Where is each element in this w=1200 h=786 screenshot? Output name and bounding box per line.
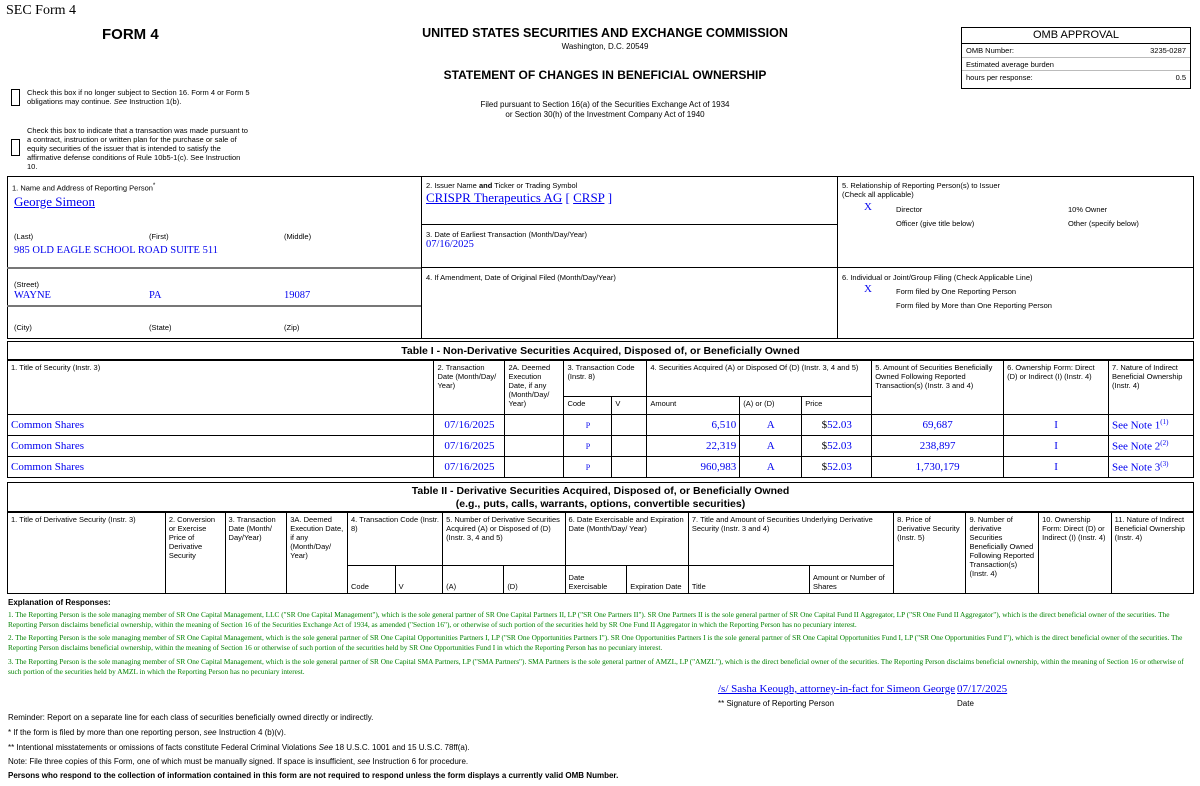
t1-sub-v: V: [612, 397, 647, 415]
row-deemed: [505, 457, 564, 478]
t2-h-conversion: 2. Conversion or Exercise Price of Derivative Security: [165, 513, 225, 594]
row-price: [802, 415, 872, 436]
row-amount: 6,510: [647, 415, 740, 436]
t2-h-code: 4. Transaction Code (Instr. 8): [348, 513, 443, 566]
omb-hours: 0.5: [1175, 73, 1186, 82]
top-label: SEC Form 4: [6, 3, 77, 18]
t2-h-underlying: 7. Title and Amount of Securities Underlying Derivative Security (Instr. 3 and 4): [688, 513, 893, 566]
first-label: (First): [149, 232, 169, 241]
t2-h-price: 8. Price of Derivative Security (Instr. 5): [894, 513, 966, 594]
box2-label-a: 2. Issuer Name: [426, 181, 477, 190]
row-owned: 69,687: [872, 415, 1004, 436]
rule10b5-line-3: equity securities of the issuer that is intended to satisfy the: [27, 144, 221, 153]
agency-city: Washington, D.C. 20549: [561, 42, 649, 51]
more-persons-label: Form filed by More than One Reporting Person: [896, 301, 1052, 310]
t1-h-amount-owned: 5. Amount of Securities Beneficially Owned Following Reported Transaction(s) (Instr. 3 and 4): [872, 361, 1004, 415]
row-date: 07/16/2025: [434, 457, 505, 478]
t2-h-exercisable: 6. Date Exercisable and Expiration Date (Month/Day/ Year): [565, 513, 688, 566]
box2-label-b: Ticker or Trading Symbol: [494, 181, 578, 190]
t1-h-ownership-form: 6. Ownership Form: Direct (D) or Indirect (I) (Instr. 4): [1004, 361, 1109, 415]
filed-pursuant: [400, 100, 810, 120]
t1-h-deemed: 2A. Deemed Execution Date, if any (Month/Day/ Year): [505, 361, 564, 415]
row-owned: 238,897: [872, 436, 1004, 457]
table2-title: [7, 482, 1194, 512]
t1-h-nature: 7. Nature of Indirect Beneficial Ownership (Instr. 4): [1108, 361, 1193, 415]
t2-h-owned: 9. Number of derivative Securities Beneficially Owned Following Reported Transaction(s) (Instr. 4): [966, 513, 1039, 594]
t2-h-deemed: 3A. Deemed Execution Date, if any (Month/Day/ Year): [287, 513, 348, 594]
street-label: (Street): [14, 280, 40, 289]
zip-value: 19087: [284, 290, 311, 301]
footer-l2see: see: [203, 728, 217, 737]
box3-label: 3. Date of Earliest Transaction (Month/Day/Year): [426, 230, 588, 239]
footer-l2a: * If the form is filed by more than one reporting person,: [8, 728, 202, 737]
t1-h-title: 1. Title of Security (Instr. 3): [8, 361, 434, 415]
row-nature: [1108, 457, 1193, 478]
note-line: [8, 757, 468, 767]
filed-line-1: Filed pursuant to Section 16(a) of the Securities Exchange Act of 1934: [480, 100, 730, 109]
dollar-sign: $: [821, 461, 828, 473]
director-label: Director: [896, 205, 923, 214]
table2-subtitle: (e.g., puts, calls, warrants, options, convertible securities): [455, 498, 746, 510]
t2-sub-d: (D): [504, 566, 565, 594]
row-owned: 1,730,179: [872, 457, 1004, 478]
t2-h-title: 1. Title of Derivative Security (Instr. 3): [8, 513, 166, 594]
city-label: (City): [14, 323, 32, 332]
nature-text: See Note 2: [1111, 440, 1161, 453]
box5-label: [842, 181, 1000, 199]
row-v: [612, 415, 647, 436]
section16-checkbox[interactable]: [11, 89, 20, 106]
t1-sub-price: Price: [802, 397, 872, 415]
reminder-line: Reminder: Report on a separate line for each class of securities beneficially owned directly or indirectly.: [8, 713, 374, 722]
row-form: I: [1004, 457, 1109, 478]
section16-line-2: obligations may continue.: [27, 97, 112, 106]
t2-h-nature: 11. Nature of Indirect Beneficial Ownership (Instr. 4): [1111, 513, 1193, 594]
omb-number: 3235-0287: [1150, 46, 1186, 55]
row-ad: A: [740, 436, 802, 457]
section16-see: See: [113, 97, 128, 106]
director-mark: X: [864, 201, 872, 213]
omb-burden-label: Estimated average burden: [962, 58, 1190, 71]
box4-label: 4. If Amendment, Date of Original Filed (Month/Day/Year): [426, 273, 616, 282]
row-title: Common Shares: [8, 457, 434, 478]
row-nature: [1108, 436, 1193, 457]
omb-approval-box: [961, 27, 1191, 89]
t1-sub-code: Code: [564, 397, 612, 415]
box1-asterisk: *: [152, 182, 156, 189]
table-row: [8, 457, 1194, 478]
row-code: P: [564, 436, 612, 457]
rule10b5-line-4: affirmative defense conditions of Rule 10b5-1(c). See Instruction: [27, 153, 241, 162]
box1-label: [12, 181, 155, 193]
row-v: [612, 457, 647, 478]
row-amount: 22,319: [647, 436, 740, 457]
footnote-ref[interactable]: (1): [1160, 418, 1169, 427]
footer-l4b: Instruction 6 for procedure.: [372, 757, 469, 766]
row-price: [802, 436, 872, 457]
table2-title-text: Table II - Derivative Securities Acquired, Disposed of, or Beneficially Owned: [411, 485, 790, 497]
state-value: PA: [149, 290, 162, 301]
omb-title: OMB APPROVAL: [962, 28, 1190, 44]
reporting-person-link[interactable]: George Simeon: [14, 194, 95, 209]
dollar-sign: $: [821, 440, 828, 452]
footer-l4see: see: [357, 757, 371, 766]
t2-sub-exercisable: Date Exercisable: [565, 566, 627, 594]
footnote-ref[interactable]: (2): [1160, 439, 1169, 448]
row-code: P: [564, 457, 612, 478]
rule10b5-line-2: a contract, instruction or written plan for the purchase or sale of: [27, 135, 237, 144]
explanation-heading: Explanation of Responses:: [8, 598, 111, 607]
omb-number-row: [962, 44, 1190, 58]
issuer-link[interactable]: CRISPR Therapeutics AG: [426, 190, 563, 205]
middle-label: (Middle): [284, 232, 312, 241]
row-date: 07/16/2025: [434, 436, 505, 457]
section16-instr: Instruction 1(b).: [129, 97, 182, 106]
row-price: [802, 457, 872, 478]
filed-line-2: or Section 30(h) of the Investment Company Act of 1940: [505, 110, 705, 119]
explanation-note-2: 2. The Reporting Person is the sole managing member of SR One Capital Management, which is the sole general partner of SR One Capital Opportunities Partners I, LP ("SR One Opportunities Partners I"). SR One Opportunities Partners I is the sole general partner of SR One Capital Opportunities Fund I, LP ("SR One Opportunities Fund I"), which is the direct beneficial owner of the securities. The Reporting Person disclaims beneficial ownership, within the meaning of Section 16 or otherwise of such portion of the securities held by SR One Opportunities Fund I in which the Reporting Person has no pecuniary interest.: [8, 633, 1183, 652]
table-row: [8, 436, 1194, 457]
box1-label-text: 1. Name and Address of Reporting Person: [12, 183, 153, 193]
footer-l3a: ** Intentional misstatements or omissions of facts constitute Federal Criminal Violations: [8, 743, 317, 752]
row-code: P: [564, 415, 612, 436]
row-deemed: [505, 436, 564, 457]
zip-label: (Zip): [284, 323, 300, 332]
omb-hours-label: hours per response:: [966, 73, 1033, 82]
ten-percent-owner-label: 10% Owner: [1068, 205, 1108, 214]
signature-link[interactable]: /s/ Sasha Keough, attorney-in-fact for Simeon George: [718, 683, 956, 695]
table2: [7, 512, 1194, 594]
box5-sub: (Check all applicable): [842, 190, 914, 199]
footnote-double-asterisk: [8, 743, 470, 753]
rule10b5-checkbox[interactable]: [11, 139, 20, 156]
rule10b5-text: [27, 126, 267, 171]
street-value: 985 OLD EAGLE SCHOOL ROAD SUITE 511: [14, 245, 218, 256]
t2-h-date: 3. Transaction Date (Month/ Day/Year): [225, 513, 287, 594]
footnote-asterisk: [8, 728, 286, 738]
row-amount: 960,983: [647, 457, 740, 478]
t2-h-ownership-form: 10. Ownership Form: Direct (D) or Indirect (I) (Instr. 4): [1039, 513, 1111, 594]
section16-line-1: Check this box if no longer subject to Section 16. Form 4 or Form 5: [27, 88, 250, 97]
t1-h-code: 3. Transaction Code (Instr. 8): [564, 361, 647, 397]
t2-sub-code: Code: [348, 566, 396, 594]
footer-l3b: 18 U.S.C. 1001 and 15 U.S.C. 78ff(a).: [335, 743, 470, 752]
table1-title: Table I - Non-Derivative Securities Acquired, Disposed of, or Beneficially Owned: [7, 341, 1194, 360]
city-value: WAYNE: [14, 290, 51, 301]
table1: [7, 360, 1194, 478]
omb-notice: Persons who respond to the collection of information contained in this form are not required to respond unless the form displays a currently valid OMB Number.: [8, 771, 619, 780]
t2-h-number: 5. Number of Derivative Securities Acquired (A) or Disposed of (D) (Instr. 3, 4 and 5): [443, 513, 565, 566]
rule10b5-line-1: Check this box to indicate that a transaction was made pursuant to: [27, 126, 248, 135]
rule10b5-line-5: 10.: [27, 162, 38, 171]
omb-hours-row: [962, 71, 1190, 84]
earliest-transaction-date: 07/16/2025: [426, 239, 474, 250]
signature-label: ** Signature of Reporting Person: [718, 699, 835, 708]
row-form: I: [1004, 415, 1109, 436]
row-date: 07/16/2025: [434, 415, 505, 436]
t1-h-date: 2. Transaction Date (Month/Day/ Year): [434, 361, 505, 415]
row-nature: [1108, 415, 1193, 436]
state-label: (State): [149, 323, 172, 332]
box2-label-and: and: [478, 181, 493, 190]
t2-sub-expiration: Expiration Date: [627, 566, 689, 594]
t2-sub-v: V: [395, 566, 442, 594]
date-label: Date: [957, 699, 974, 708]
one-person-mark: X: [864, 283, 872, 295]
bracket-close: ]: [607, 190, 613, 205]
footer-l3see: See: [318, 743, 333, 752]
t1-h-securities: 4. Securities Acquired (A) or Disposed Of (D) (Instr. 3, 4 and 5): [647, 361, 872, 397]
nature-text: See Note 3: [1111, 461, 1161, 474]
agency-title: UNITED STATES SECURITIES AND EXCHANGE COMMISSION: [422, 26, 788, 40]
section16-text: [27, 88, 267, 106]
omb-number-label: OMB Number:: [966, 46, 1014, 55]
footer-l4a: Note: File three copies of this Form, one of which must be manually signed. If space is insufficient,: [8, 757, 356, 766]
row-title: Common Shares: [8, 436, 434, 457]
t2-sub-title: Title: [688, 566, 809, 594]
footer-l2b: Instruction 4 (b)(v).: [218, 728, 286, 737]
bracket-open: [: [565, 190, 570, 205]
issuer-line: [426, 190, 612, 206]
price-value: 52.03: [827, 419, 852, 431]
box2-label: [426, 181, 577, 190]
t1-sub-amount: Amount: [647, 397, 740, 415]
signature-date[interactable]: 07/17/2025: [957, 683, 1008, 695]
one-person-label: Form filed by One Reporting Person: [896, 287, 1017, 296]
row-ad: A: [740, 457, 802, 478]
other-label: Other (specify below): [1068, 219, 1139, 228]
dollar-sign: $: [821, 419, 828, 431]
nature-text: See Note 1: [1111, 419, 1161, 432]
footnote-ref[interactable]: (3): [1160, 460, 1169, 469]
explanation-note-3: 3. The Reporting Person is the sole managing member of SR One Capital Management, which is the sole general partner of SR One Capital SMA Partners, LP ("SMA Partners"). SMA Partners is the sole general partner of AMZL, LP ("AMZL"), which is the direct beneficial owner of the securities. The Reporting Person disclaims beneficial ownership, within the meaning of Section 16 or otherwise of such portion of the securities held by AMZL in which the Reporting Person has no pecuniary interest.: [8, 657, 1184, 676]
price-value: 52.03: [827, 440, 852, 452]
ticker-link[interactable]: CRSP: [573, 190, 605, 205]
officer-label: Officer (give title below): [896, 219, 975, 228]
row-form: I: [1004, 436, 1109, 457]
form-title: FORM 4: [102, 26, 159, 43]
box6-label: 6. Individual or Joint/Group Filing (Check Applicable Line): [842, 273, 1033, 282]
row-deemed: [505, 415, 564, 436]
explanation-note-1: 1. The Reporting Person is the sole managing member of SR One Capital Management, LLC ("SR One Capital Management"), which is the sole general partner of SR One Capital Partners II, LP ("SR One Partners II"). SR One Partners II is the sole general partner of SR One Capital Fund II Aggregator, LP ("SR One Fund II Aggregator"), which is the direct beneficial owner of the securities. The Reporting Person disclaims beneficial ownership, within the meaning of Section 16 of the Securities Exchange Act of 1934, as amended ("Section 16"), or otherwise of such portion of the securities held by SR One Fund II Aggregator in which the Reporting Person has no pecuniary interest.: [8, 610, 1170, 629]
last-label: (Last): [14, 232, 34, 241]
row-title: Common Shares: [8, 415, 434, 436]
row-v: [612, 436, 647, 457]
box5-label-text: 5. Relationship of Reporting Person(s) to Issuer: [842, 181, 1000, 190]
statement-title: STATEMENT OF CHANGES IN BENEFICIAL OWNERSHIP: [443, 68, 767, 82]
t2-sub-amount: Amount or Number of Shares: [810, 566, 894, 594]
price-value: 52.03: [827, 461, 852, 473]
t2-sub-a: (A): [443, 566, 504, 594]
t1-sub-ad: (A) or (D): [740, 397, 802, 415]
row-ad: A: [740, 415, 802, 436]
table-row: [8, 415, 1194, 436]
